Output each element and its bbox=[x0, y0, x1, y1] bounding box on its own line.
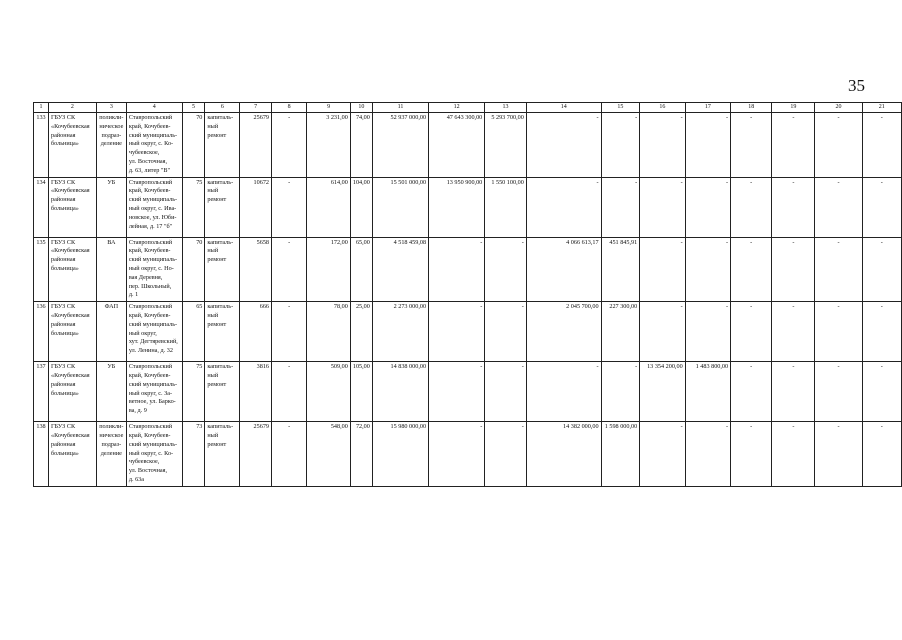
column-header-12: 12 bbox=[429, 103, 485, 113]
cell-address: Ставропольский край, Кочубеев- ский муниципаль- ный округ, с. Ива- новское, ул. Юби- лейная, д. 17 "б" bbox=[126, 177, 182, 237]
cell-num: 136 bbox=[34, 302, 49, 362]
cell-c13: - bbox=[485, 362, 527, 422]
column-header-10: 10 bbox=[350, 103, 372, 113]
cell-address: Ставропольский край, Кочубеев- ский муниципаль- ный округ, с. Ко- чубеевское, ул. Восточная, д. 63, литер "В" bbox=[126, 113, 182, 178]
cell-num: 133 bbox=[34, 113, 49, 178]
cell-c11: 2 273 000,00 bbox=[372, 302, 428, 362]
cell-c18: - bbox=[731, 113, 772, 178]
cell-type: ВА bbox=[96, 237, 126, 302]
cell-c7: 25679 bbox=[240, 113, 272, 178]
table-row bbox=[34, 422, 902, 487]
cell-c13: - bbox=[485, 302, 527, 362]
table-row bbox=[34, 362, 902, 422]
cell-c7: 25679 bbox=[240, 422, 272, 487]
column-header-3: 3 bbox=[96, 103, 126, 113]
column-header-15: 15 bbox=[601, 103, 640, 113]
cell-c9: 548,00 bbox=[307, 422, 351, 487]
cell-c21: - bbox=[862, 237, 901, 302]
cell-c21: - bbox=[862, 177, 901, 237]
cell-c8: - bbox=[272, 177, 307, 237]
column-header-14: 14 bbox=[526, 103, 601, 113]
cell-c9: 172,00 bbox=[307, 237, 351, 302]
cell-org: ГБУЗ СК «Кочубеевская районная больница» bbox=[48, 422, 96, 487]
cell-c7: 666 bbox=[240, 302, 272, 362]
cell-c15: - bbox=[601, 113, 640, 178]
cell-c14: - bbox=[526, 177, 601, 237]
column-header-9: 9 bbox=[307, 103, 351, 113]
cell-c9: 78,00 bbox=[307, 302, 351, 362]
cell-c14: - bbox=[526, 113, 601, 178]
header-row bbox=[34, 103, 902, 113]
cell-c14: 2 045 700,00 bbox=[526, 302, 601, 362]
cell-c20: - bbox=[815, 113, 862, 178]
page-number: 35 bbox=[848, 76, 865, 95]
cell-c17: 1 483 800,00 bbox=[685, 362, 730, 422]
cell-c18: - bbox=[731, 362, 772, 422]
cell-c8: - bbox=[272, 237, 307, 302]
cell-c10: 72,00 bbox=[350, 422, 372, 487]
cell-c19: - bbox=[772, 113, 815, 178]
cell-c17: - bbox=[685, 113, 730, 178]
cell-address: Ставропольский край, Кочубеев- ский муниципаль- ный округ, с. За- ветное, ул. Барко- ва, д. 9 bbox=[126, 362, 182, 422]
cell-c9: 3 231,00 bbox=[307, 113, 351, 178]
cell-c21: - bbox=[862, 422, 901, 487]
cell-c17: - bbox=[685, 177, 730, 237]
cell-c10: 105,00 bbox=[350, 362, 372, 422]
cell-c19: - bbox=[772, 302, 815, 362]
cell-c5: 65 bbox=[182, 302, 205, 362]
cell-c19: - bbox=[772, 422, 815, 487]
column-header-4: 4 bbox=[126, 103, 182, 113]
cell-type: УБ bbox=[96, 177, 126, 237]
cell-c8: - bbox=[272, 422, 307, 487]
cell-c12: - bbox=[429, 362, 485, 422]
cell-c7: 10672 bbox=[240, 177, 272, 237]
cell-c12: 47 643 300,00 bbox=[429, 113, 485, 178]
cell-c20: - bbox=[815, 422, 862, 487]
cell-c12: 13 950 900,00 bbox=[429, 177, 485, 237]
cell-c19: - bbox=[772, 177, 815, 237]
cell-c16: - bbox=[640, 177, 685, 237]
cell-c15: - bbox=[601, 362, 640, 422]
cell-c9: 509,00 bbox=[307, 362, 351, 422]
cell-c9: 614,00 bbox=[307, 177, 351, 237]
cell-c21: - bbox=[862, 113, 901, 178]
cell-type: поликли- ническое подраз- деление bbox=[96, 113, 126, 178]
cell-c20: - bbox=[815, 177, 862, 237]
cell-num: 135 bbox=[34, 237, 49, 302]
cell-c11: 15 980 000,00 bbox=[372, 422, 428, 487]
cell-c20: - bbox=[815, 237, 862, 302]
column-header-5: 5 bbox=[182, 103, 205, 113]
column-header-11: 11 bbox=[372, 103, 428, 113]
cell-c20: - bbox=[815, 302, 862, 362]
cell-c19: - bbox=[772, 237, 815, 302]
cell-c15: 1 598 000,00 bbox=[601, 422, 640, 487]
cell-org: ГБУЗ СК «Кочубеевская районная больница» bbox=[48, 177, 96, 237]
cell-c8: - bbox=[272, 113, 307, 178]
cell-c16: - bbox=[640, 302, 685, 362]
cell-org: ГБУЗ СК «Кочубеевская районная больница» bbox=[48, 113, 96, 178]
cell-c14: 14 382 000,00 bbox=[526, 422, 601, 487]
cell-c12: - bbox=[429, 302, 485, 362]
cell-c5: 73 bbox=[182, 422, 205, 487]
cell-c13: - bbox=[485, 422, 527, 487]
cell-c8: - bbox=[272, 362, 307, 422]
column-header-8: 8 bbox=[272, 103, 307, 113]
cell-c5: 70 bbox=[182, 113, 205, 178]
column-header-1: 1 bbox=[34, 103, 49, 113]
cell-type: ФАП bbox=[96, 302, 126, 362]
cell-address: Ставропольский край, Кочубеев- ский муниципаль- ный округ, с. Ко- чубеевское, ул. Восточная, д. 63а bbox=[126, 422, 182, 487]
cell-work: капиталь- ный ремонт bbox=[205, 113, 240, 178]
cell-num: 137 bbox=[34, 362, 49, 422]
cell-c18: - bbox=[731, 177, 772, 237]
cell-type: УБ bbox=[96, 362, 126, 422]
cell-c12: - bbox=[429, 422, 485, 487]
cell-c16: - bbox=[640, 422, 685, 487]
column-header-19: 19 bbox=[772, 103, 815, 113]
cell-work: капиталь- ный ремонт bbox=[205, 177, 240, 237]
cell-address: Ставропольский край, Кочубеев- ский муниципаль- ный округ, с. Но- вая Деревня, пер. Школьный, д. 1 bbox=[126, 237, 182, 302]
cell-c13: - bbox=[485, 237, 527, 302]
table-row bbox=[34, 302, 902, 362]
cell-c11: 4 518 459,08 bbox=[372, 237, 428, 302]
cell-c5: 70 bbox=[182, 237, 205, 302]
cell-c11: 52 937 000,00 bbox=[372, 113, 428, 178]
cell-c17: - bbox=[685, 237, 730, 302]
cell-c21: - bbox=[862, 362, 901, 422]
column-header-6: 6 bbox=[205, 103, 240, 113]
cell-work: капиталь- ный ремонт bbox=[205, 362, 240, 422]
column-header-17: 17 bbox=[685, 103, 730, 113]
cell-c15: 451 845,91 bbox=[601, 237, 640, 302]
cell-c15: - bbox=[601, 177, 640, 237]
cell-c16: - bbox=[640, 237, 685, 302]
cell-num: 134 bbox=[34, 177, 49, 237]
table-row bbox=[34, 177, 902, 237]
table-body bbox=[34, 113, 902, 487]
cell-c5: 75 bbox=[182, 177, 205, 237]
cell-work: капиталь- ный ремонт bbox=[205, 237, 240, 302]
cell-c7: 5658 bbox=[240, 237, 272, 302]
cell-c17: - bbox=[685, 422, 730, 487]
cell-org: ГБУЗ СК «Кочубеевская районная больница» bbox=[48, 237, 96, 302]
column-header-20: 20 bbox=[815, 103, 862, 113]
cell-c17: - bbox=[685, 302, 730, 362]
cell-c10: 65,00 bbox=[350, 237, 372, 302]
cell-c16: 13 354 200,00 bbox=[640, 362, 685, 422]
cell-c20: - bbox=[815, 362, 862, 422]
cell-c13: 5 293 700,00 bbox=[485, 113, 527, 178]
column-header-7: 7 bbox=[240, 103, 272, 113]
cell-org: ГБУЗ СК «Кочубеевская районная больница» bbox=[48, 362, 96, 422]
column-header-21: 21 bbox=[862, 103, 901, 113]
cell-c12: - bbox=[429, 237, 485, 302]
cell-c8: - bbox=[272, 302, 307, 362]
cell-c14: - bbox=[526, 362, 601, 422]
cell-c18: - bbox=[731, 237, 772, 302]
cell-type: поликли- ническое подраз- деление bbox=[96, 422, 126, 487]
cell-c14: 4 066 613,17 bbox=[526, 237, 601, 302]
cell-work: капиталь- ный ремонт bbox=[205, 422, 240, 487]
cell-c5: 75 bbox=[182, 362, 205, 422]
cell-c21: - bbox=[862, 302, 901, 362]
cell-num: 138 bbox=[34, 422, 49, 487]
column-header-16: 16 bbox=[640, 103, 685, 113]
column-header-2: 2 bbox=[48, 103, 96, 113]
cell-address: Ставропольский край, Кочубеев- ский муниципаль- ный округ, хут. Дегтяревский, ул. Ленина, д. 32 bbox=[126, 302, 182, 362]
cell-c18: - bbox=[731, 422, 772, 487]
table-row bbox=[34, 237, 902, 302]
cell-c18: - bbox=[731, 302, 772, 362]
cell-c19: - bbox=[772, 362, 815, 422]
cell-c10: 25,00 bbox=[350, 302, 372, 362]
cell-c11: 14 838 000,00 bbox=[372, 362, 428, 422]
cell-c16: - bbox=[640, 113, 685, 178]
column-header-13: 13 bbox=[485, 103, 527, 113]
cell-c7: 3816 bbox=[240, 362, 272, 422]
table-row bbox=[34, 113, 902, 178]
data-table bbox=[33, 102, 902, 487]
cell-c10: 104,00 bbox=[350, 177, 372, 237]
cell-work: капиталь- ный ремонт bbox=[205, 302, 240, 362]
cell-c13: 1 550 100,00 bbox=[485, 177, 527, 237]
table-header bbox=[34, 103, 902, 113]
cell-c10: 74,00 bbox=[350, 113, 372, 178]
cell-c15: 227 300,00 bbox=[601, 302, 640, 362]
cell-c11: 15 501 000,00 bbox=[372, 177, 428, 237]
column-header-18: 18 bbox=[731, 103, 772, 113]
cell-org: ГБУЗ СК «Кочубеевская районная больница» bbox=[48, 302, 96, 362]
